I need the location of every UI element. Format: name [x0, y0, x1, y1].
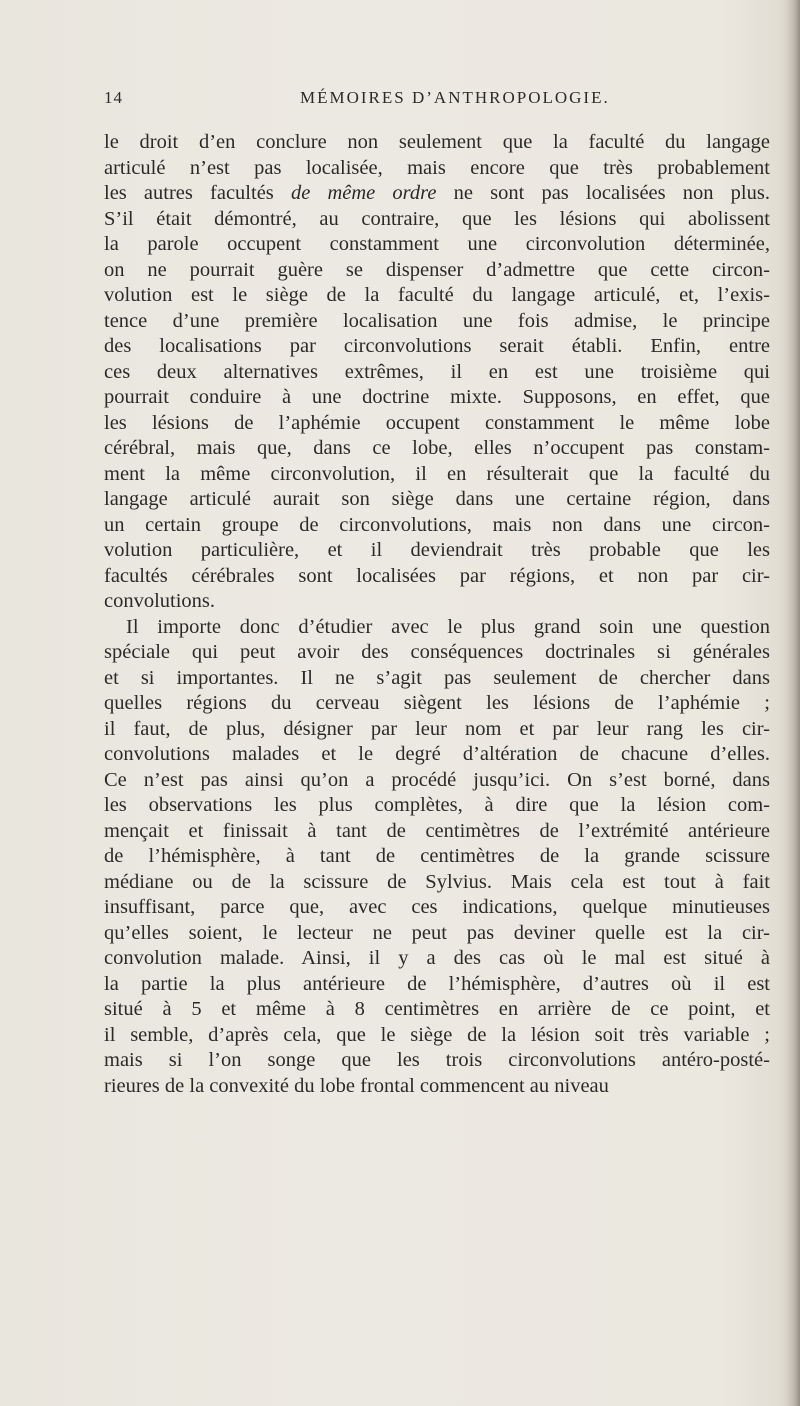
body-text	[104, 130, 770, 1099]
text-line: le droit d’en conclure non seulement que la faculté du langage	[104, 131, 770, 153]
text-line: insuffisant, parce que, avec ces indications, quelque minutieuses	[104, 896, 770, 918]
text-line: langage articulé aurait son siège dans une certaine région, dans	[104, 488, 770, 510]
text-line: et si importantes. Il ne s’agit pas seulement de chercher dans	[104, 666, 770, 689]
text-line: situé à 5 et même à 8 centimètres en arrière de ce point, et	[104, 998, 770, 1020]
text-line: Ce n’est pas ainsi qu’on a procédé jusqu’ici. On s’est borné, dans	[104, 768, 770, 791]
text-line: rieures de la convexité du lobe frontal commencent au niveau	[104, 1074, 609, 1097]
text-line: des localisations par circonvolutions serait établi. Enfin, entre	[104, 335, 770, 357]
text-line: mais si l’on songe que les trois circonvolutions antéro-posté-	[104, 1049, 770, 1071]
page-number: 14	[104, 88, 123, 107]
italic-phrase: de même ordre	[290, 182, 437, 204]
text-line: on ne pourrait guère se dispenser d’admettre que cette circon-	[104, 258, 770, 281]
text-line: il faut, de plus, désigner par leur nom et par leur rang les cir-	[104, 717, 770, 740]
text-line: la parole occupent constamment une circonvolution déterminée,	[104, 233, 770, 255]
page-edge-shadow	[786, 0, 800, 1406]
text-line: qu’elles soient, le lecteur ne peut pas deviner quelle est la cir-	[104, 921, 770, 944]
running-head	[104, 88, 780, 112]
text-line: pourrait conduire à une doctrine mixte. Supposons, en effet, que	[104, 386, 770, 408]
text-line: articulé n’est pas localisée, mais encore que très probablement	[104, 156, 770, 179]
text-line: convolution malade. Ainsi, il y a des cas où le mal est situé à	[104, 947, 770, 969]
text-line: spéciale qui peut avoir des conséquences doctrinales si générales	[104, 641, 770, 663]
text-line: un certain groupe de circonvolutions, mais non dans une circon-	[104, 513, 770, 536]
text-line: convolutions.	[104, 590, 216, 612]
text-line: la partie la plus antérieure de l’hémisphère, d’autres où il est	[104, 972, 770, 995]
text-line: les autres facultés de même ordre ne sont pas localisées non plus.	[104, 182, 770, 204]
text-line: ces deux alternatives extrêmes, il en est une troisième qui	[104, 360, 770, 383]
text-line: Il importe donc d’étudier avec le plus grand soin une question	[126, 615, 770, 638]
running-title: MÉMOIRES D’ANTHROPOLOGIE.	[300, 88, 610, 107]
text-line: de l’hémisphère, à tant de centimètres de la grande scissure	[104, 845, 770, 867]
text-line: les observations les plus complètes, à dire que la lésion com-	[104, 794, 770, 816]
text-line: médiane ou de la scissure de Sylvius. Mais cela est tout à fait	[104, 870, 770, 893]
text-line: convolutions malades et le degré d’altération de chacune d’elles.	[104, 743, 770, 765]
text-line: il semble, d’après cela, que le siège de la lésion soit très variable ;	[104, 1023, 770, 1046]
text-line: volution est le siège de la faculté du langage articulé, et, l’exis-	[104, 284, 770, 306]
text-line: quelles régions du cerveau siègent les lésions de l’aphémie ;	[104, 692, 770, 714]
text-line: facultés cérébrales sont localisées par régions, et non par cir-	[104, 564, 770, 587]
text-line: volution particulière, et il deviendrait très probable que les	[104, 539, 770, 561]
text-line: tence d’une première localisation une fois admise, le principe	[104, 309, 770, 332]
text-line: les lésions de l’aphémie occupent constamment le même lobe	[104, 411, 770, 434]
text-line: cérébral, mais que, dans ce lobe, elles n’occupent pas constam-	[104, 437, 770, 459]
text-line: S’il était démontré, au contraire, que les lésions qui abolissent	[104, 207, 770, 230]
text-line: mençait et finissait à tant de centimètres de l’extrémité antérieure	[104, 819, 770, 842]
text-line: ment la même circonvolution, il en résulterait que la faculté du	[104, 462, 770, 485]
